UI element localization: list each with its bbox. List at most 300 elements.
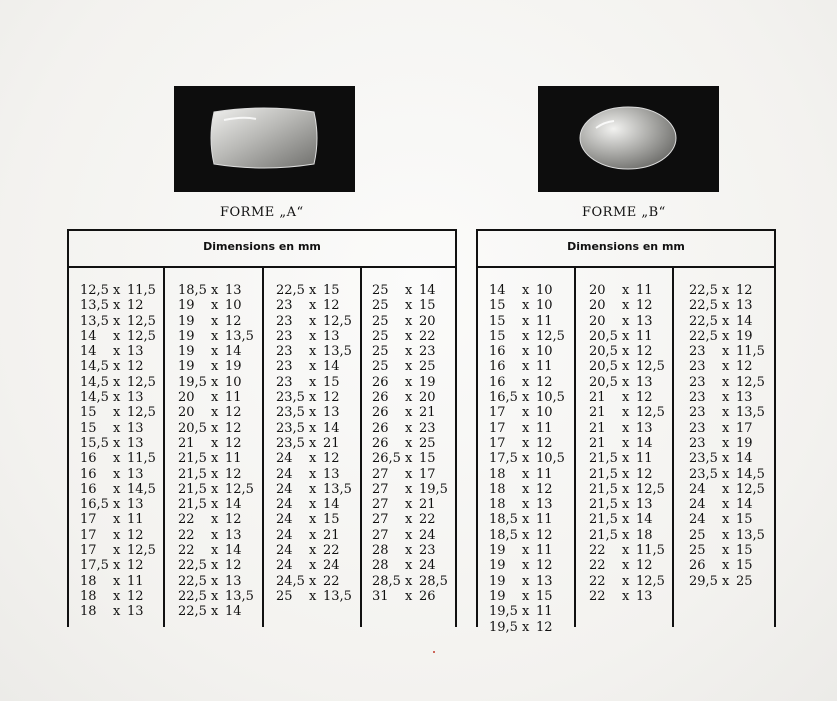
- dimension-width: 11: [225, 390, 242, 406]
- dimension-length: 25: [689, 527, 706, 543]
- dimension-length: 24,5: [276, 573, 305, 589]
- dimension-length: 21,5: [589, 512, 618, 528]
- dimension-separator: x: [522, 573, 530, 589]
- dimension-width: 11: [225, 451, 242, 467]
- dimension-length: 16: [489, 344, 506, 360]
- dimension-length: 23: [276, 298, 293, 314]
- table-b-left-rule: [476, 229, 478, 627]
- dimension-length: 18: [489, 466, 506, 482]
- dimension-separator: x: [309, 420, 317, 436]
- dimension-width: 14,5: [127, 481, 156, 497]
- dimension-length: 26: [372, 374, 389, 390]
- dimension-separator: x: [309, 527, 317, 543]
- dimension-separator: x: [405, 573, 413, 589]
- dimension-width: 10: [536, 405, 553, 421]
- dimension-length: 19: [489, 558, 506, 574]
- dimension-row: [80, 528, 156, 543]
- dimension-width: 12,5: [127, 328, 156, 344]
- dimension-separator: x: [622, 451, 630, 467]
- dimension-width: 22: [323, 543, 340, 559]
- dimension-row: [372, 421, 448, 436]
- dimension-separator: x: [309, 435, 317, 451]
- dimension-length: 24: [276, 497, 293, 513]
- dimension-width: 12,5: [127, 543, 156, 559]
- dimension-length: 28,5: [372, 573, 401, 589]
- dimension-length: 28: [372, 558, 389, 574]
- dimension-width: 17: [419, 466, 436, 482]
- dimension-length: 22,5: [689, 283, 718, 298]
- dimension-width: 13,5: [323, 344, 352, 360]
- dimension-row: [178, 589, 254, 604]
- dimension-width: 12,5: [636, 359, 665, 375]
- table-a-col-divider-3: [360, 266, 362, 627]
- dimension-width: 12,5: [736, 374, 765, 390]
- dimension-separator: x: [113, 328, 121, 344]
- dimension-separator: x: [722, 543, 730, 559]
- dimension-length: 18: [80, 588, 97, 604]
- dimension-width: 12: [127, 558, 144, 574]
- dimension-width: 10: [225, 298, 242, 314]
- dimension-length: 21: [589, 390, 606, 406]
- dimension-width: 13: [323, 328, 340, 344]
- dimension-width: 24: [419, 558, 436, 574]
- dimension-width: 13: [636, 420, 653, 436]
- dimension-width: 12,5: [736, 481, 765, 497]
- dimension-length: 16,5: [80, 497, 109, 513]
- dimension-length: 20: [589, 313, 606, 329]
- dimension-length: 22,5: [689, 298, 718, 314]
- dimension-width: 12: [225, 512, 242, 528]
- dimension-length: 26,5: [372, 451, 401, 467]
- dimension-width: 15: [323, 283, 340, 298]
- dimension-separator: x: [722, 313, 730, 329]
- dimension-width: 13: [225, 573, 242, 589]
- dimension-length: 29,5: [689, 573, 718, 589]
- table-a-column-1: [80, 283, 156, 620]
- dimension-row: [80, 451, 156, 466]
- dimension-row: [489, 528, 565, 543]
- dimension-length: 16: [80, 451, 97, 467]
- dimension-separator: x: [622, 497, 630, 513]
- dimension-row: [689, 344, 765, 359]
- dimension-width: 12,5: [225, 481, 254, 497]
- dimension-length: 22: [589, 558, 606, 574]
- dimension-separator: x: [405, 374, 413, 390]
- dimension-separator: x: [309, 328, 317, 344]
- dimension-separator: x: [309, 588, 317, 604]
- dimension-row: [589, 543, 665, 558]
- dimension-separator: x: [722, 344, 730, 360]
- dimension-length: 14: [80, 328, 97, 344]
- dimension-width: 15: [323, 374, 340, 390]
- dimension-length: 21: [589, 405, 606, 421]
- dimension-length: 26: [372, 435, 389, 451]
- dimension-row: [276, 589, 352, 604]
- dimension-length: 22: [589, 588, 606, 604]
- dimension-row: [489, 421, 565, 436]
- dimension-width: 13: [127, 466, 144, 482]
- dimension-width: 22: [419, 512, 436, 528]
- dimension-length: 22,5: [689, 313, 718, 329]
- dimension-separator: x: [309, 283, 317, 298]
- dimension-width: 13: [127, 344, 144, 360]
- dimension-width: 14: [323, 359, 340, 375]
- dimension-width: 14: [323, 497, 340, 513]
- dimension-separator: x: [522, 619, 530, 635]
- dimension-separator: x: [722, 497, 730, 513]
- dimension-separator: x: [622, 313, 630, 329]
- dimension-separator: x: [113, 573, 121, 589]
- dimension-width: 24: [323, 558, 340, 574]
- dimension-separator: x: [622, 283, 630, 298]
- dimension-separator: x: [309, 451, 317, 467]
- dimension-separator: x: [522, 359, 530, 375]
- dimension-length: 23: [689, 359, 706, 375]
- dimension-length: 19: [489, 543, 506, 559]
- dimension-length: 12,5: [80, 283, 109, 298]
- table-b-column-2: [589, 283, 665, 604]
- dimension-length: 23,5: [276, 405, 305, 421]
- dimension-row: [80, 421, 156, 436]
- dimension-row: [489, 497, 565, 512]
- dimension-length: 25: [372, 298, 389, 314]
- dimension-length: 18,5: [489, 512, 518, 528]
- dimension-width: 10: [536, 344, 553, 360]
- dimension-row: [589, 359, 665, 374]
- dimension-width: 12,5: [127, 405, 156, 421]
- dimension-separator: x: [211, 313, 219, 329]
- dimension-separator: x: [622, 344, 630, 360]
- dimension-row: [372, 405, 448, 420]
- dimension-separator: x: [309, 573, 317, 589]
- dimension-separator: x: [211, 558, 219, 574]
- dimension-length: 18: [80, 573, 97, 589]
- dimension-row: [689, 283, 765, 298]
- dimension-width: 12,5: [536, 328, 565, 344]
- dimension-separator: x: [113, 390, 121, 406]
- dimension-row: [489, 405, 565, 420]
- dimension-length: 19: [489, 588, 506, 604]
- dimension-length: 20: [589, 298, 606, 314]
- dimension-width: 12: [536, 527, 553, 543]
- dimension-separator: x: [309, 298, 317, 314]
- dimension-separator: x: [622, 512, 630, 528]
- dimension-row: [689, 482, 765, 497]
- dimension-length: 27: [372, 512, 389, 528]
- dimension-length: 16,5: [489, 390, 518, 406]
- dimension-row: [276, 359, 352, 374]
- dimension-length: 21: [589, 435, 606, 451]
- dimension-row: [178, 329, 254, 344]
- dimension-row: [178, 283, 254, 298]
- dimension-length: 21,5: [178, 497, 207, 513]
- dimension-row: [489, 482, 565, 497]
- dimension-row: [80, 604, 156, 619]
- dimension-row: [689, 298, 765, 313]
- dimension-row: [489, 543, 565, 558]
- dimension-separator: x: [522, 344, 530, 360]
- dimension-row: [80, 512, 156, 527]
- dimension-row: [489, 375, 565, 390]
- dimension-length: 26: [372, 405, 389, 421]
- dimension-separator: x: [405, 497, 413, 513]
- dimension-width: 13: [636, 497, 653, 513]
- dimension-length: 17: [80, 512, 97, 528]
- dimension-separator: x: [211, 604, 219, 620]
- dimension-separator: x: [113, 435, 121, 451]
- dimension-width: 13,5: [225, 588, 254, 604]
- dimension-separator: x: [113, 313, 121, 329]
- dimension-width: 12: [536, 481, 553, 497]
- dimension-row: [276, 375, 352, 390]
- dimension-separator: x: [722, 435, 730, 451]
- dimension-width: 13: [636, 313, 653, 329]
- dimension-length: 21,5: [178, 451, 207, 467]
- dimension-width: 13: [736, 390, 753, 406]
- dimension-length: 18: [80, 604, 97, 620]
- dimension-row: [80, 375, 156, 390]
- dimension-width: 14: [736, 313, 753, 329]
- dimension-length: 21,5: [178, 481, 207, 497]
- dimension-separator: x: [211, 512, 219, 528]
- dimension-row: [489, 589, 565, 604]
- dimension-length: 24: [276, 451, 293, 467]
- dimension-length: 25: [372, 359, 389, 375]
- dimension-separator: x: [722, 558, 730, 574]
- dimension-width: 12,5: [636, 481, 665, 497]
- dimension-row: [489, 344, 565, 359]
- dimension-width: 11: [536, 512, 553, 528]
- dimension-separator: x: [113, 527, 121, 543]
- table-a-header: Dimensions en mm: [203, 240, 321, 253]
- dimension-row: [589, 283, 665, 298]
- dimension-width: 12: [323, 298, 340, 314]
- dimension-length: 24: [276, 527, 293, 543]
- dimension-row: [489, 298, 565, 313]
- dimension-width: 14: [225, 604, 242, 620]
- dimension-separator: x: [622, 588, 630, 604]
- dimension-row: [178, 574, 254, 589]
- dimension-width: 23: [419, 543, 436, 559]
- dimension-length: 19: [178, 313, 195, 329]
- dimension-separator: x: [309, 390, 317, 406]
- dimension-row: [372, 344, 448, 359]
- dimension-length: 21,5: [589, 451, 618, 467]
- dimension-width: 11: [127, 573, 144, 589]
- dimension-length: 25: [372, 283, 389, 298]
- dimension-row: [689, 497, 765, 512]
- dimension-length: 20,5: [589, 374, 618, 390]
- dimension-row: [178, 390, 254, 405]
- forme-b-lens-image: [538, 86, 719, 192]
- dimension-width: 13: [636, 374, 653, 390]
- dimension-width: 24: [419, 527, 436, 543]
- table-a-column-2: [178, 283, 254, 620]
- dimension-separator: x: [211, 573, 219, 589]
- dimension-separator: x: [113, 588, 121, 604]
- dimension-separator: x: [622, 558, 630, 574]
- dimension-length: 17: [489, 435, 506, 451]
- dimension-separator: x: [211, 344, 219, 360]
- dimension-row: [178, 344, 254, 359]
- dimension-length: 24: [276, 481, 293, 497]
- dimension-separator: x: [722, 420, 730, 436]
- dimension-width: 12: [225, 558, 242, 574]
- dimension-width: 10: [536, 298, 553, 314]
- dimension-separator: x: [405, 466, 413, 482]
- dimension-separator: x: [309, 466, 317, 482]
- dimension-row: [276, 314, 352, 329]
- dimension-row: [589, 451, 665, 466]
- dimension-length: 22: [589, 573, 606, 589]
- dimension-row: [372, 390, 448, 405]
- dimension-width: 21: [323, 435, 340, 451]
- dimension-separator: x: [522, 420, 530, 436]
- dimension-separator: x: [405, 481, 413, 497]
- dimension-row: [80, 497, 156, 512]
- dimension-separator: x: [309, 313, 317, 329]
- dimension-separator: x: [113, 451, 121, 467]
- dimension-length: 22,5: [689, 328, 718, 344]
- dimension-width: 13: [225, 283, 242, 298]
- dimension-separator: x: [722, 374, 730, 390]
- dimension-separator: x: [309, 405, 317, 421]
- dimension-separator: x: [211, 420, 219, 436]
- dimension-row: [489, 512, 565, 527]
- dimension-length: 16: [489, 359, 506, 375]
- red-speck: [433, 651, 435, 653]
- dimension-separator: x: [622, 328, 630, 344]
- dimension-length: 13,5: [80, 298, 109, 314]
- dimension-row: [689, 512, 765, 527]
- dimension-length: 18,5: [178, 283, 207, 298]
- dimension-row: [489, 436, 565, 451]
- dimension-separator: x: [405, 558, 413, 574]
- dimension-width: 13,5: [323, 588, 352, 604]
- dimension-separator: x: [405, 527, 413, 543]
- dimension-row: [372, 528, 448, 543]
- dimension-row: [489, 390, 565, 405]
- dimension-width: 13: [323, 466, 340, 482]
- dimension-row: [80, 359, 156, 374]
- dimension-row: [372, 558, 448, 573]
- dimension-length: 23: [276, 374, 293, 390]
- dimension-row: [80, 344, 156, 359]
- dimension-width: 12,5: [636, 405, 665, 421]
- dimension-row: [276, 451, 352, 466]
- dimension-length: 14,5: [80, 359, 109, 375]
- table-b-column-1: [489, 283, 565, 635]
- dimension-row: [80, 329, 156, 344]
- dimension-length: 22,5: [178, 588, 207, 604]
- dimension-length: 25: [689, 543, 706, 559]
- dimension-width: 11,5: [636, 543, 665, 559]
- dimension-separator: x: [405, 451, 413, 467]
- dimension-length: 23,5: [689, 466, 718, 482]
- dimension-width: 10,5: [536, 390, 565, 406]
- dimension-row: [276, 543, 352, 558]
- dimension-length: 22: [178, 512, 195, 528]
- dimension-row: [178, 482, 254, 497]
- dimension-width: 11,5: [127, 283, 156, 298]
- dimension-length: 19: [489, 573, 506, 589]
- dimension-separator: x: [113, 359, 121, 375]
- dimension-separator: x: [113, 481, 121, 497]
- dimension-width: 19,5: [419, 481, 448, 497]
- dimension-separator: x: [722, 466, 730, 482]
- dimension-row: [689, 467, 765, 482]
- dimension-row: [589, 558, 665, 573]
- dimension-row: [276, 390, 352, 405]
- dimension-width: 11: [536, 313, 553, 329]
- dimension-row: [489, 283, 565, 298]
- dimension-row: [589, 298, 665, 313]
- dimension-separator: x: [622, 298, 630, 314]
- dimension-length: 28: [372, 543, 389, 559]
- dimension-row: [80, 574, 156, 589]
- dimension-row: [372, 314, 448, 329]
- dimension-row: [589, 574, 665, 589]
- dimension-separator: x: [211, 497, 219, 513]
- dimension-separator: x: [211, 283, 219, 298]
- dimension-separator: x: [211, 588, 219, 604]
- dimension-width: 14: [736, 497, 753, 513]
- table-a-right-rule: [455, 229, 457, 627]
- dimension-width: 11: [127, 512, 144, 528]
- dimension-separator: x: [522, 512, 530, 528]
- dimension-separator: x: [309, 374, 317, 390]
- dimension-row: [689, 390, 765, 405]
- dimension-width: 13,5: [736, 527, 765, 543]
- dimension-length: 14,5: [80, 390, 109, 406]
- dimension-row: [489, 620, 565, 635]
- dimension-length: 22,5: [178, 604, 207, 620]
- dimension-width: 12: [127, 527, 144, 543]
- dimension-separator: x: [522, 435, 530, 451]
- dimension-length: 24: [276, 558, 293, 574]
- dimension-separator: x: [113, 283, 121, 298]
- dimension-length: 14: [80, 344, 97, 360]
- dimension-length: 24: [276, 543, 293, 559]
- dimension-separator: x: [309, 344, 317, 360]
- dimension-length: 21,5: [589, 497, 618, 513]
- dimension-width: 11: [536, 604, 553, 620]
- dimension-row: [276, 298, 352, 313]
- dimension-length: 13,5: [80, 313, 109, 329]
- dimension-width: 14: [419, 283, 436, 298]
- dimension-separator: x: [522, 313, 530, 329]
- forme-a-photo: [174, 86, 355, 192]
- dimension-width: 12: [225, 405, 242, 421]
- dimension-separator: x: [622, 527, 630, 543]
- dimension-row: [178, 436, 254, 451]
- dimension-length: 18: [489, 497, 506, 513]
- dimension-width: 28,5: [419, 573, 448, 589]
- dimension-length: 23,5: [276, 435, 305, 451]
- dimension-width: 23: [419, 420, 436, 436]
- dimension-separator: x: [405, 435, 413, 451]
- dimension-length: 21,5: [589, 527, 618, 543]
- dimension-row: [276, 329, 352, 344]
- dimension-separator: x: [211, 374, 219, 390]
- dimension-separator: x: [522, 328, 530, 344]
- dimension-row: [689, 359, 765, 374]
- dimension-width: 11: [636, 283, 653, 298]
- dimension-row: [689, 451, 765, 466]
- dimension-separator: x: [113, 512, 121, 528]
- dimension-row: [372, 497, 448, 512]
- dimension-length: 27: [372, 497, 389, 513]
